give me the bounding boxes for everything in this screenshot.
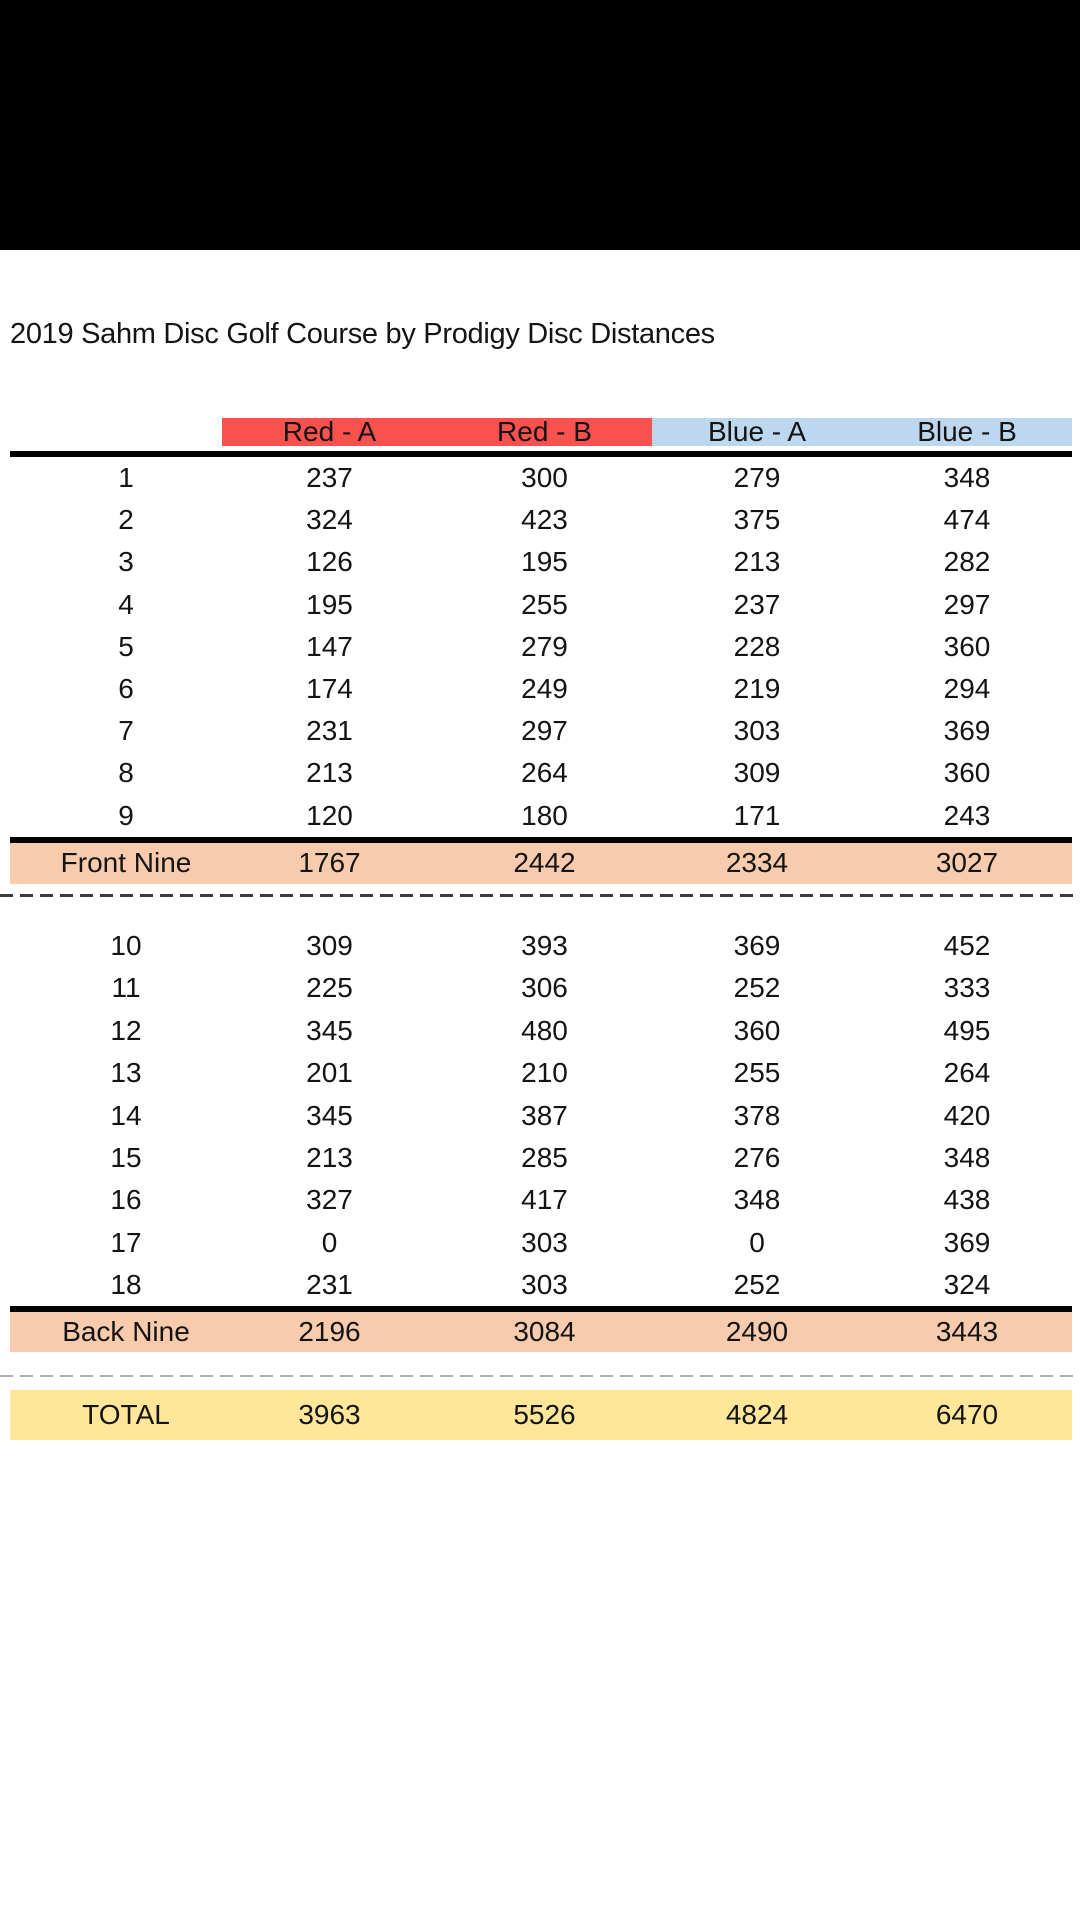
hole-number: 1 xyxy=(118,462,134,494)
distance-red-b: 195 xyxy=(521,546,568,578)
distance-blue-a: 255 xyxy=(733,1057,781,1089)
table-row xyxy=(10,457,1072,499)
hole-number: 3 xyxy=(118,546,134,578)
distance-red-a: 237 xyxy=(306,462,353,494)
total-label: TOTAL xyxy=(82,1398,170,1430)
distance-red-b: 480 xyxy=(521,1014,568,1046)
distance-blue-a: 303 xyxy=(733,715,781,747)
section-gap xyxy=(10,884,1072,925)
distance-red-b: 255 xyxy=(521,588,568,620)
distance-red-a: 345 xyxy=(306,1099,353,1131)
hole-number: 7 xyxy=(118,715,134,747)
table-row xyxy=(10,752,1072,794)
distance-blue-a: 252 xyxy=(733,972,781,1004)
distance-red-a: 120 xyxy=(306,799,353,831)
distance-blue-a: 213 xyxy=(733,546,781,578)
distance-blue-b: 348 xyxy=(943,1142,991,1174)
hole-number: 13 xyxy=(110,1057,142,1089)
distance-red-a: 201 xyxy=(306,1057,353,1089)
section-gap xyxy=(10,1352,1072,1389)
front-nine-total-blue-b: 3027 xyxy=(935,847,999,879)
distance-blue-b: 360 xyxy=(943,757,991,789)
table-row xyxy=(10,541,1072,583)
distance-red-b: 300 xyxy=(521,462,568,494)
distance-blue-b: 324 xyxy=(943,1269,991,1301)
front-nine-total-red-a: 1767 xyxy=(298,847,361,879)
distance-blue-b: 474 xyxy=(943,504,991,536)
distance-red-b: 297 xyxy=(521,715,568,747)
distance-blue-b: 264 xyxy=(943,1057,991,1089)
distance-blue-b: 243 xyxy=(943,799,991,831)
distance-blue-a: 0 xyxy=(749,1226,765,1258)
distance-blue-a: 171 xyxy=(733,799,781,831)
distance-blue-b: 369 xyxy=(943,1226,991,1258)
distance-red-b: 306 xyxy=(521,972,568,1004)
distance-red-b: 210 xyxy=(521,1057,568,1089)
distance-red-a: 213 xyxy=(306,757,353,789)
table-row xyxy=(10,1222,1072,1264)
distance-red-a: 231 xyxy=(306,715,353,747)
distance-red-a: 0 xyxy=(321,1226,338,1258)
distance-blue-a: 360 xyxy=(733,1014,781,1046)
distance-red-a: 174 xyxy=(306,673,353,705)
table-row xyxy=(10,626,1072,668)
distance-blue-b: 333 xyxy=(943,972,991,1004)
total-blue-b: 6470 xyxy=(935,1398,999,1430)
distance-table xyxy=(10,412,1072,1440)
distance-red-a: 327 xyxy=(306,1184,353,1216)
distance-red-b: 249 xyxy=(521,673,568,705)
distance-blue-a: 378 xyxy=(733,1099,781,1131)
table-row xyxy=(10,1052,1072,1094)
column-header-blue-a: Blue - A xyxy=(652,418,862,446)
table-row xyxy=(10,967,1072,1009)
front-nine-total-blue-a: 2334 xyxy=(725,847,789,879)
page-break-dashed-line xyxy=(0,1375,1080,1377)
hole-number: 16 xyxy=(110,1184,142,1216)
distance-blue-b: 294 xyxy=(943,673,991,705)
distance-blue-a: 228 xyxy=(733,630,781,662)
front-nine-label: Front Nine xyxy=(60,847,192,879)
hole-number: 10 xyxy=(110,930,142,962)
distance-blue-a: 309 xyxy=(733,757,781,789)
front-nine-total-row xyxy=(10,843,1072,884)
distance-blue-b: 282 xyxy=(943,546,991,578)
table-row xyxy=(10,795,1072,837)
hole-number: 11 xyxy=(111,972,141,1004)
table-row xyxy=(10,1094,1072,1136)
distance-red-a: 213 xyxy=(306,1142,353,1174)
total-red-b: 5526 xyxy=(513,1398,576,1430)
grand-total-row xyxy=(10,1390,1072,1440)
distance-red-b: 285 xyxy=(521,1142,568,1174)
distance-red-b: 387 xyxy=(521,1099,568,1131)
distance-blue-b: 420 xyxy=(943,1099,991,1131)
front-nine-total-red-b: 2442 xyxy=(513,847,576,879)
total-red-a: 3963 xyxy=(298,1398,361,1430)
distance-blue-a: 369 xyxy=(733,930,781,962)
back-nine-total-blue-a: 2490 xyxy=(725,1316,789,1348)
distance-red-a: 345 xyxy=(306,1014,353,1046)
distance-red-b: 279 xyxy=(521,630,568,662)
hole-number: 5 xyxy=(118,630,134,662)
distance-red-b: 303 xyxy=(521,1269,568,1301)
back-nine-label: Back Nine xyxy=(62,1316,190,1348)
back-nine-total-blue-b: 3443 xyxy=(935,1316,999,1348)
distance-blue-b: 495 xyxy=(943,1014,991,1046)
hole-number: 8 xyxy=(118,757,134,789)
back-nine-total-row xyxy=(10,1312,1072,1352)
distance-red-a: 225 xyxy=(306,972,353,1004)
hole-number: 18 xyxy=(110,1269,142,1301)
hole-number: 6 xyxy=(118,673,134,705)
distance-blue-b: 360 xyxy=(943,630,991,662)
back-nine-total-red-b: 3084 xyxy=(513,1316,576,1348)
distance-red-a: 324 xyxy=(306,504,353,536)
distance-red-a: 195 xyxy=(306,588,353,620)
total-blue-a: 4824 xyxy=(725,1398,789,1430)
table-row xyxy=(10,710,1072,752)
distance-blue-a: 219 xyxy=(733,673,781,705)
distance-red-b: 303 xyxy=(521,1226,568,1258)
hole-number: 9 xyxy=(118,799,134,831)
back-nine-total-red-a: 2196 xyxy=(298,1316,361,1348)
header-row xyxy=(10,412,1072,451)
top-black-bar xyxy=(0,0,1080,250)
table-row xyxy=(10,499,1072,541)
hole-number: 14 xyxy=(110,1099,142,1131)
page-break-dashed-line xyxy=(0,894,1080,897)
distance-blue-a: 375 xyxy=(733,504,781,536)
distance-blue-b: 452 xyxy=(943,930,991,962)
distance-red-b: 180 xyxy=(521,799,568,831)
distance-blue-a: 276 xyxy=(733,1142,781,1174)
distance-blue-a: 237 xyxy=(733,588,781,620)
distance-red-a: 231 xyxy=(306,1269,353,1301)
table-row xyxy=(10,1179,1072,1221)
page-title: 2019 Sahm Disc Golf Course by Prodigy Disc Distances xyxy=(10,318,715,350)
distance-red-b: 423 xyxy=(521,504,568,536)
distance-blue-b: 369 xyxy=(943,715,991,747)
table-row xyxy=(10,668,1072,710)
distance-red-b: 417 xyxy=(521,1184,568,1216)
table-row xyxy=(10,925,1072,967)
table-row xyxy=(10,1137,1072,1179)
distance-red-b: 264 xyxy=(521,757,568,789)
distance-red-a: 147 xyxy=(306,630,353,662)
hole-number: 17 xyxy=(110,1226,142,1258)
distance-red-a: 126 xyxy=(306,546,353,578)
hole-number: 2 xyxy=(118,504,134,536)
hole-number: 4 xyxy=(118,588,134,620)
distance-blue-b: 297 xyxy=(943,588,991,620)
distance-blue-a: 279 xyxy=(733,462,781,494)
distance-blue-a: 252 xyxy=(733,1269,781,1301)
column-header-red-b: Red - B xyxy=(437,418,652,446)
hole-number: 12 xyxy=(110,1014,142,1046)
distance-blue-b: 438 xyxy=(943,1184,991,1216)
column-header-blue-b: Blue - B xyxy=(862,418,1072,446)
distance-red-b: 393 xyxy=(521,930,568,962)
column-header-red-a: Red - A xyxy=(222,418,437,446)
distance-blue-a: 348 xyxy=(733,1184,781,1216)
hole-number: 15 xyxy=(110,1142,142,1174)
table-row xyxy=(10,1010,1072,1052)
distance-blue-b: 348 xyxy=(943,462,991,494)
table-row xyxy=(10,584,1072,626)
distance-red-a: 309 xyxy=(306,930,353,962)
table-row xyxy=(10,1264,1072,1306)
